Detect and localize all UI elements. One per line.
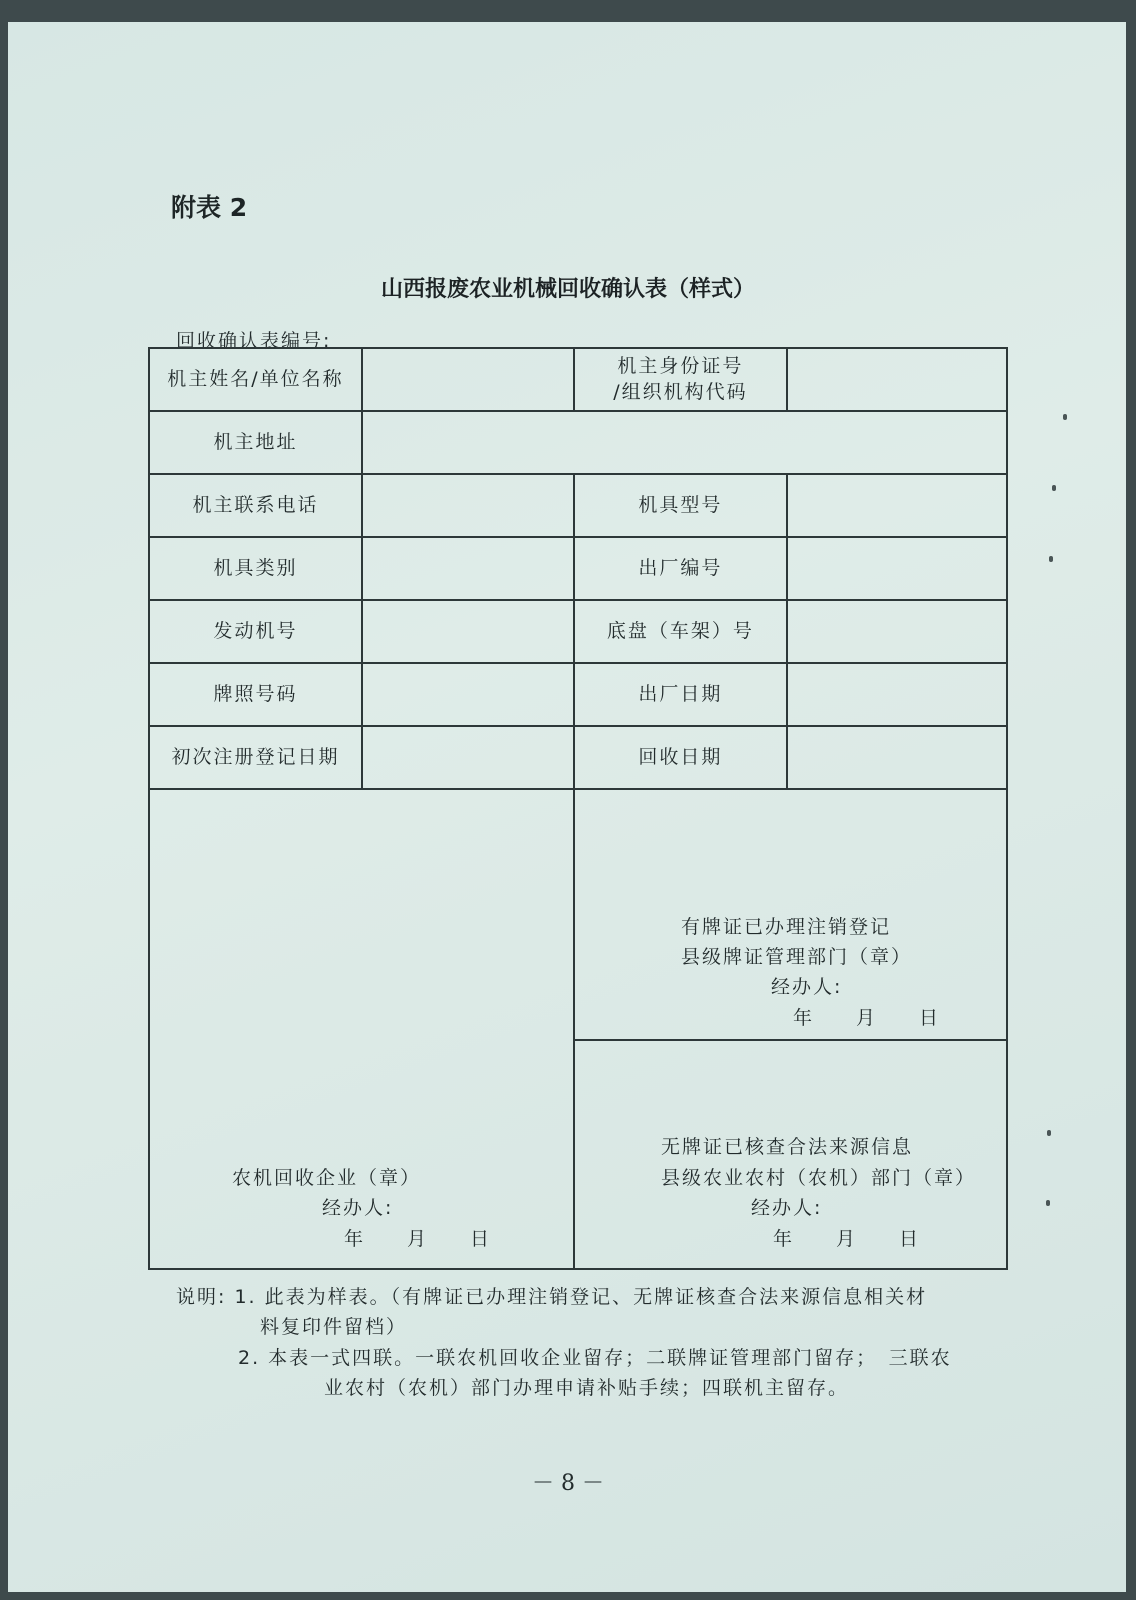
- note-2-text: 2. 本表一式四联。一联农机回收企业留存；二联牌证管理部门留存； 三联农: [238, 1346, 952, 1369]
- recycler-stamp-label: 农机回收企业（章）: [231, 1166, 421, 1189]
- annex-label: 附表 2: [171, 193, 248, 222]
- recycler-date-label: 年 月 日: [343, 1227, 491, 1250]
- unplated-handler-label: 经办人:: [750, 1197, 823, 1220]
- owner-phone-field[interactable]: [362, 474, 574, 537]
- form-title: 山西报废农业机械回收确认表（样式）: [380, 276, 755, 302]
- unplated-signature-area[interactable]: [574, 1040, 1007, 1269]
- first-registration-date-field[interactable]: [362, 726, 574, 789]
- factory-date-label: 出厂日期: [574, 663, 787, 726]
- factory-number-field[interactable]: [787, 537, 1007, 600]
- machine-category-label: 机具类别: [149, 537, 362, 600]
- punch-hole-mark: [1052, 485, 1056, 491]
- factory-date-field[interactable]: [787, 663, 1007, 726]
- plated-deregistered-label: 有牌证已办理注销登记: [680, 915, 891, 938]
- recycler-signature-block: [232, 1163, 491, 1268]
- recycler-signature-area[interactable]: [149, 789, 574, 1269]
- engine-number-label: 发动机号: [149, 600, 362, 663]
- plated-signature-block: [641, 912, 940, 1040]
- note-1-continuation: 料复印件留档）: [260, 1316, 408, 1339]
- unplated-department-stamp-label: 县级农业农村（农机）部门（章）: [660, 1166, 976, 1189]
- owner-id-label-line2: /组织机构代码: [613, 380, 748, 403]
- chassis-number-field[interactable]: [787, 600, 1007, 663]
- machine-model-field[interactable]: [787, 474, 1007, 537]
- punch-hole-mark: [1047, 1130, 1051, 1136]
- owner-name-label: 机主姓名/单位名称: [149, 348, 362, 411]
- unplated-signature-block: [605, 1132, 976, 1268]
- recovery-date-field[interactable]: [787, 726, 1007, 789]
- note-2-continuation: 业农村（农机）部门办理申请补贴手续；四联机主留存。: [324, 1377, 850, 1400]
- owner-id-label: [574, 348, 787, 411]
- plate-number-label: 牌照号码: [149, 663, 362, 726]
- unplated-verified-label: 无牌证已核查合法来源信息: [660, 1136, 913, 1159]
- recovery-date-label: 回收日期: [574, 726, 787, 789]
- owner-name-field[interactable]: [362, 348, 574, 411]
- engine-number-field[interactable]: [362, 600, 574, 663]
- page-number: － 8 －: [532, 1471, 604, 1496]
- serial-number-label: 回收确认表编号:: [176, 330, 332, 352]
- owner-phone-label: 机主联系电话: [149, 474, 362, 537]
- factory-number-label: 出厂编号: [574, 537, 787, 600]
- recycler-handler-label: 经办人:: [321, 1197, 394, 1220]
- first-registration-date-label: 初次注册登记日期: [149, 726, 362, 789]
- owner-id-field[interactable]: [787, 348, 1007, 411]
- chassis-number-label: 底盘（车架）号: [574, 600, 787, 663]
- notes-section: [176, 1282, 996, 1404]
- owner-address-field[interactable]: [362, 411, 1007, 474]
- punch-hole-mark: [1063, 414, 1067, 420]
- owner-address-label: 机主地址: [149, 411, 362, 474]
- owner-id-label-line1: 机主身份证号: [617, 354, 744, 377]
- punch-hole-mark: [1046, 1200, 1050, 1206]
- notes-prefix: 说明:: [176, 1286, 227, 1308]
- machine-category-field[interactable]: [362, 537, 574, 600]
- plated-signature-area[interactable]: [574, 789, 1007, 1040]
- punch-hole-mark: [1049, 556, 1053, 562]
- unplated-date-label: 年 月 日: [772, 1227, 920, 1250]
- recovery-confirmation-table: [148, 347, 1008, 1270]
- note-1: [176, 1282, 996, 1312]
- machine-model-label: 机具型号: [574, 474, 787, 537]
- note-1-text: 1. 此表为样表。（有牌证已办理注销登记、无牌证核查合法来源信息相关材: [234, 1286, 928, 1308]
- plated-handler-label: 经办人:: [770, 976, 843, 999]
- plated-date-label: 年 月 日: [792, 1006, 940, 1029]
- plate-number-field[interactable]: [362, 663, 574, 726]
- plated-department-stamp-label: 县级牌证管理部门（章）: [680, 945, 912, 968]
